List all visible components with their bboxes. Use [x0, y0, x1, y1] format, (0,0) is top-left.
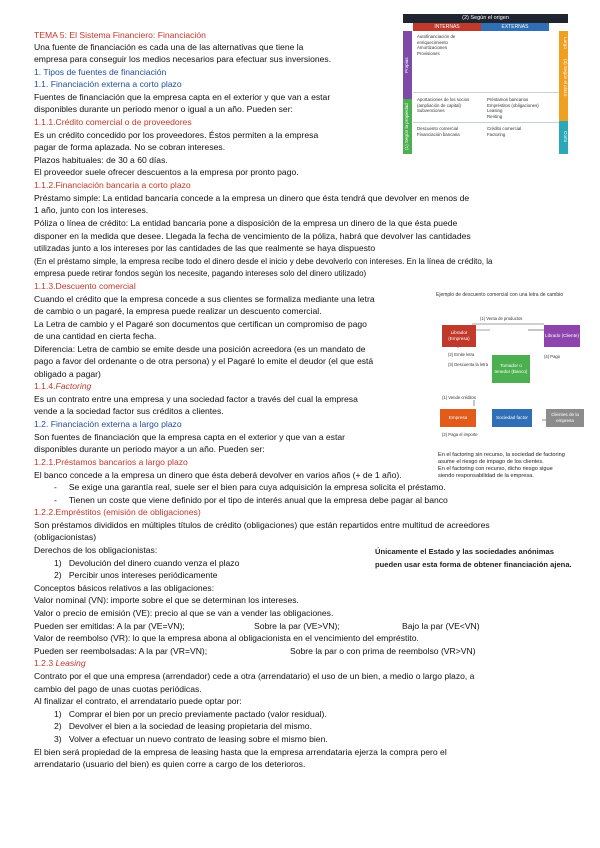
heading-1-1-4	[34, 381, 91, 392]
label-propias: Propias	[404, 57, 409, 73]
cell-3-line-2: Empréstitos (obligaciones)	[487, 102, 539, 108]
paragraph-1-1-2-line-4: disponer en la medida que desee. Llegada la fecha de vencimiento de la póliza, habrá que devolver las cantidades	[34, 231, 471, 241]
divider-2	[413, 122, 559, 123]
reembolso-sobre-la-par: Sobre la par o con prima de reembolso (VR>VN)	[290, 646, 476, 656]
heading-1-1-4-number: 1.1.4.	[34, 381, 56, 391]
page-title: TEMA 5: El Sistema Financiero: Financiación	[34, 30, 206, 40]
paragraph-1-1-1-line-3: Plazos habituales: de 30 a 60 días.	[34, 155, 168, 165]
paragraph-1-1-4-line-1: Es un contrato entre una empresa y una sociedad factor a través del cual la empresa	[34, 394, 358, 404]
discount-factoring-diagram	[436, 292, 586, 516]
label-paga-importe: (2) Paga el importe	[442, 432, 478, 437]
derecho-item-1: 1) Devolución del dinero cuando venza el plazo	[54, 558, 240, 568]
bullet-1-2-1-b: - Tienen un coste que viene definido por el tipo de interés anual que la empresa debe pagar al banco	[54, 495, 448, 505]
label-corto: Corto	[563, 131, 568, 143]
heading-1-2: 1.2. Financiación externa a largo plazo	[34, 419, 182, 429]
classification-diagram	[403, 14, 568, 154]
paragraph-1-2-2-line-2: (obligacionistas)	[34, 532, 97, 542]
heading-1-1: 1.1. Financiación externa a corto plazo	[34, 79, 182, 89]
valor-nominal: Valor nominal (VN): importe sobre el que se determinan los intereses.	[34, 595, 299, 605]
heading-1-1-3: 1.1.3.Descuento comercial	[34, 281, 136, 291]
caption-line-2: asume el riesgo de impago de los clientes.	[438, 459, 544, 465]
heading-1: 1. Tipos de fuentes de financiación	[34, 67, 167, 77]
heading-1-2-3-term: Leasing	[55, 658, 86, 668]
box-tomador: Tomador o tenedor (Banco)	[492, 355, 530, 383]
label-pago: (4) Pago	[544, 354, 561, 359]
paragraph-1-2-line-1: Son fuentes de financiación que la empresa capta en el exterior y que van a estar	[34, 432, 346, 442]
cell-1-line-2: enriquecimiento	[417, 39, 448, 45]
label-emite: (2) Emite letra	[448, 352, 475, 357]
label-largo: Largo	[563, 37, 568, 49]
diagram-cell-4	[417, 126, 460, 137]
paragraph-1-1-3-line-1: Cuando el crédito que la empresa concede a sus clientes se formaliza mediante una letra	[34, 294, 375, 304]
opcion-2-text: Devolver el bien a la sociedad de leasing propietaria del mismo.	[68, 721, 312, 731]
bullet-1-2-1-a: - Se exige una garantía real, suele ser el bien para cuya adquisición la empresa solicita el préstamo.	[54, 482, 446, 492]
paragraph-1-1-1-line-4: El proveedor suele ofrecer descuentos a la empresa por pronto pago.	[34, 167, 299, 177]
heading-1-2-2: 1.2.2.Empréstitos (emisión de obligaciones)	[34, 507, 201, 517]
cell-3-line-4: Renting	[487, 113, 503, 119]
heading-1-1-1: 1.1.1.Crédito comercial o de proveedores	[34, 117, 192, 127]
header-internas: INTERNAS	[413, 23, 481, 31]
emision-bajo-la-par: Bajo la par (VE<VN)	[402, 621, 480, 631]
divider-1	[413, 92, 559, 93]
bullet-1-2-1-b-text: Tienen un coste que viene definido por el tipo de interés anual que la empresa debe pagar al banco	[68, 495, 448, 505]
paragraph-1-1-1-line-1: Es un crédito concedido por los proveedores. Éstos permiten a la empresa	[34, 130, 319, 140]
derecho-item-2-text: Percibir unos intereses periódicamente	[68, 570, 218, 580]
paragraph-1-1-2-line-3: Póliza o línea de crédito: La entidad bancaria pone a disposición de la empresa un dinero de la que ésta puede	[34, 218, 458, 228]
cell-5-line-2: Factoring	[487, 131, 506, 137]
diagram-2-title: Ejemplo de descuento comercial con una letra de cambio	[436, 292, 564, 298]
paragraph-1-1-2-line-5: utilizadas junto a los intereses por las cantidades de las que realmente se haya dispuesto	[34, 243, 376, 253]
paragraph-1-1-2-line-2: 1 año, junto con los intereses.	[34, 205, 149, 215]
emision-sobre-la-par: Sobre la par (VE>VN);	[254, 621, 340, 631]
cell-4-line-2: Financiación bancaria	[417, 131, 460, 137]
caption-line-3: En el factoring con recurso, dicho riesgo sigue	[438, 466, 553, 472]
note-1-1-2-line-2: empresa puede retirar fondos según los necesite, pagando intereses solo del dinero utilizado)	[34, 269, 367, 278]
cell-4-line-1: Descuento comercial	[417, 126, 458, 131]
paragraph-1-2-line-2: disponibles durante un periodo mayor a un año. Pueden ser:	[34, 444, 265, 454]
paragraph-1-1-1-line-2: pagar de forma aplazada. No se cobran intereses.	[34, 142, 226, 152]
heading-1-2-1: 1.2.1.Préstamos bancarios a largo plazo	[34, 457, 188, 467]
note-1-1-2-line-1: (En el préstamo simple, la empresa recibe todo el dinero desde el inicio y debe devolverlo con intereses. En la línea de crédito, la	[34, 257, 493, 266]
cell-3-line-1: Préstamos bancarios	[487, 97, 529, 102]
paragraph-1-1-line-2: disponibles durante un periodo menor o igual a un año. Pueden ser:	[34, 104, 293, 114]
opcion-1: 1) Comprar el bien por un precio previamente pactado (valor residual).	[54, 709, 327, 719]
box-librado: Librado (Cliente)	[544, 325, 580, 347]
label-propiedad: (1) Según la propiedad	[404, 103, 409, 151]
cell-1-line-3: Amortizaciones	[417, 45, 448, 51]
label-descuenta: (3) Descuenta la letra	[448, 362, 489, 367]
caption-line-1: En el factoring sin recurso, la sociedad de factoring	[438, 452, 565, 458]
cell-2-line-2: (ampliación de capital)	[417, 102, 461, 108]
heading-1-1-2: 1.1.2.Financiación bancaria a corto plazo	[34, 180, 191, 190]
valor-emision: Valor o precio de emisión (VE): precio al que se van a vender las obligaciones.	[34, 608, 334, 618]
diagram-cell-5	[487, 126, 521, 137]
paragraph-1-1-3-line-3: La Letra de cambio y el Pagaré son documentos que certifican un compromiso de pago	[34, 319, 367, 329]
cell-1-line-1: Autofinanciación de	[417, 34, 456, 39]
diagram-origin-title: (2) Según el origen	[403, 14, 568, 23]
cell-1-line-4: Provisiones	[417, 50, 440, 56]
paragraph-1-2-2-line-1: Son préstamos divididos en múltiples títulos de crédito (obligaciones) que están repartidos entre multitud de acreedores	[34, 520, 490, 530]
opcion-3-text: Volver a efectuar un nuevo contrato de leasing sobre el mismo bien.	[68, 734, 328, 744]
diagram-cell-3	[487, 97, 539, 119]
paragraph-1-2-3-end-line-1: El bien será propiedad de la empresa de leasing hasta que la empresa arrendataria ejerza la compra pero el	[34, 747, 447, 757]
paragraph-1-2-1: El banco concede a la empresa un dinero que ésta deberá devolver en varios años (+ de 1 año).	[34, 470, 402, 480]
paragraph-1-1-3-line-7: obligado a pagar)	[34, 369, 101, 379]
cell-2-line-3: Subvenciones	[417, 108, 445, 114]
box-empresa: Empresa	[440, 409, 476, 427]
paragraph-1-1-4-line-2: vende a la sociedad factor sus créditos a clientes.	[34, 406, 224, 416]
opcion-1-text: Comprar el bien por un precio previamente pactado (valor residual).	[68, 709, 327, 719]
paragraph-1-1-2-line-1: Préstamo simple: La entidad bancaria concede a la empresa un dinero que ésta tendrá que devolver en menos de	[34, 193, 470, 203]
paragraph-1-2-3-line-3: Al finalizar el contrato, el arrendatario puede optar por:	[34, 696, 242, 706]
label-vende-creditos: (1) Vende créditos	[442, 395, 476, 400]
heading-1-2-3-number: 1.2.3	[34, 658, 54, 668]
derechos-heading: Derechos de los obligacionistas:	[34, 545, 158, 555]
paragraph-1-1-line-1: Fuentes de financiación que la empresa capta en el exterior y que van a estar	[34, 92, 331, 102]
label-plazo: (3) Según el plazo	[563, 59, 568, 97]
derecho-item-1-text: Devolución del dinero cuando venza el plazo	[68, 558, 240, 568]
box-librador: Librador (Empresa)	[442, 325, 476, 347]
box-sociedad-factor: Sociedad factor	[492, 409, 532, 427]
emision-a-la-par: Pueden ser emitidas: A la par (VE=VN);	[34, 621, 185, 631]
box-clientes: Clientes de la empresa	[546, 409, 584, 427]
paragraph-1-2-3-line-2: cambio del pago de unas cuotas periódicas.	[34, 684, 202, 694]
caption-line-4: siendo responsabilidad de la empresa.	[438, 473, 534, 479]
reembolso-a-la-par: Pueden ser reembolsadas: A la par (VR=VN);	[34, 646, 208, 656]
opcion-3: 3) Volver a efectuar un nuevo contrato de leasing sobre el mismo bien.	[54, 734, 328, 744]
valor-reembolso: Valor de reembolso (VR): lo que la empresa abona al obligacionista en el vencimiento del empréstito.	[34, 633, 419, 643]
derecho-item-2: 2) Percibir unos intereses periódicamente	[54, 570, 218, 580]
heading-1-2-3	[34, 658, 86, 669]
header-externas: EXTERNAS	[481, 23, 549, 31]
paragraph-1-1-3-line-5: Diferencia: Letra de cambio se emite desde una posición acreedora (es un mandato de	[34, 344, 366, 354]
diagram-cell-2	[417, 97, 469, 114]
heading-1-1-4-term: Factoring	[55, 381, 92, 391]
conceptos-heading: Conceptos básicos relativos a las obligaciones:	[34, 583, 215, 593]
intro-line-2: empresa para conseguir los medios necesarios para efectuar sus inversiones.	[34, 54, 332, 64]
paragraph-1-1-3-line-2: de cambio o un pagaré, la empresa puede realizar un descuento comercial.	[34, 306, 322, 316]
cell-3-line-3: Leasing	[487, 108, 503, 114]
paragraph-1-2-3-line-1: Contrato por el que una empresa (arrendador) cede a otra (arrendatario) el uso de un bien, a medio o largo plazo, a	[34, 671, 475, 681]
paragraph-1-1-3-line-4: de una cantidad en cierta fecha.	[34, 331, 157, 341]
paragraph-1-1-3-line-6: pago a favor del ordenante o de otra persona) y el Pagaré lo emite el deudor (el que está	[34, 356, 374, 366]
label-venta: (1) Venta de productos	[480, 316, 523, 321]
cell-5-line-1: Crédito comercial	[487, 126, 522, 131]
intro-line-1: Una fuente de financiación es cada una de las alternativas que tiene la	[34, 42, 304, 52]
bullet-1-2-1-a-text: Se exige una garantía real, suele ser el bien para cuya adquisición la empresa solicita el préstamo.	[68, 482, 446, 492]
paragraph-1-2-3-end-line-2: arrendatario (usuario del bien) es quien corre a cargo de los deterioros.	[34, 759, 306, 769]
note-emprestitos-line-2: pueden usar esta forma de obtener financiación ajena.	[375, 560, 572, 569]
diagram-cell-1	[417, 34, 455, 56]
cell-2-line-1: Aportaciones de los socios	[417, 97, 470, 102]
opcion-2: 2) Devolver el bien a la sociedad de leasing propietaria del mismo.	[54, 721, 312, 731]
note-emprestitos-line-1: Únicamente el Estado y las sociedades anónimas	[375, 547, 554, 556]
